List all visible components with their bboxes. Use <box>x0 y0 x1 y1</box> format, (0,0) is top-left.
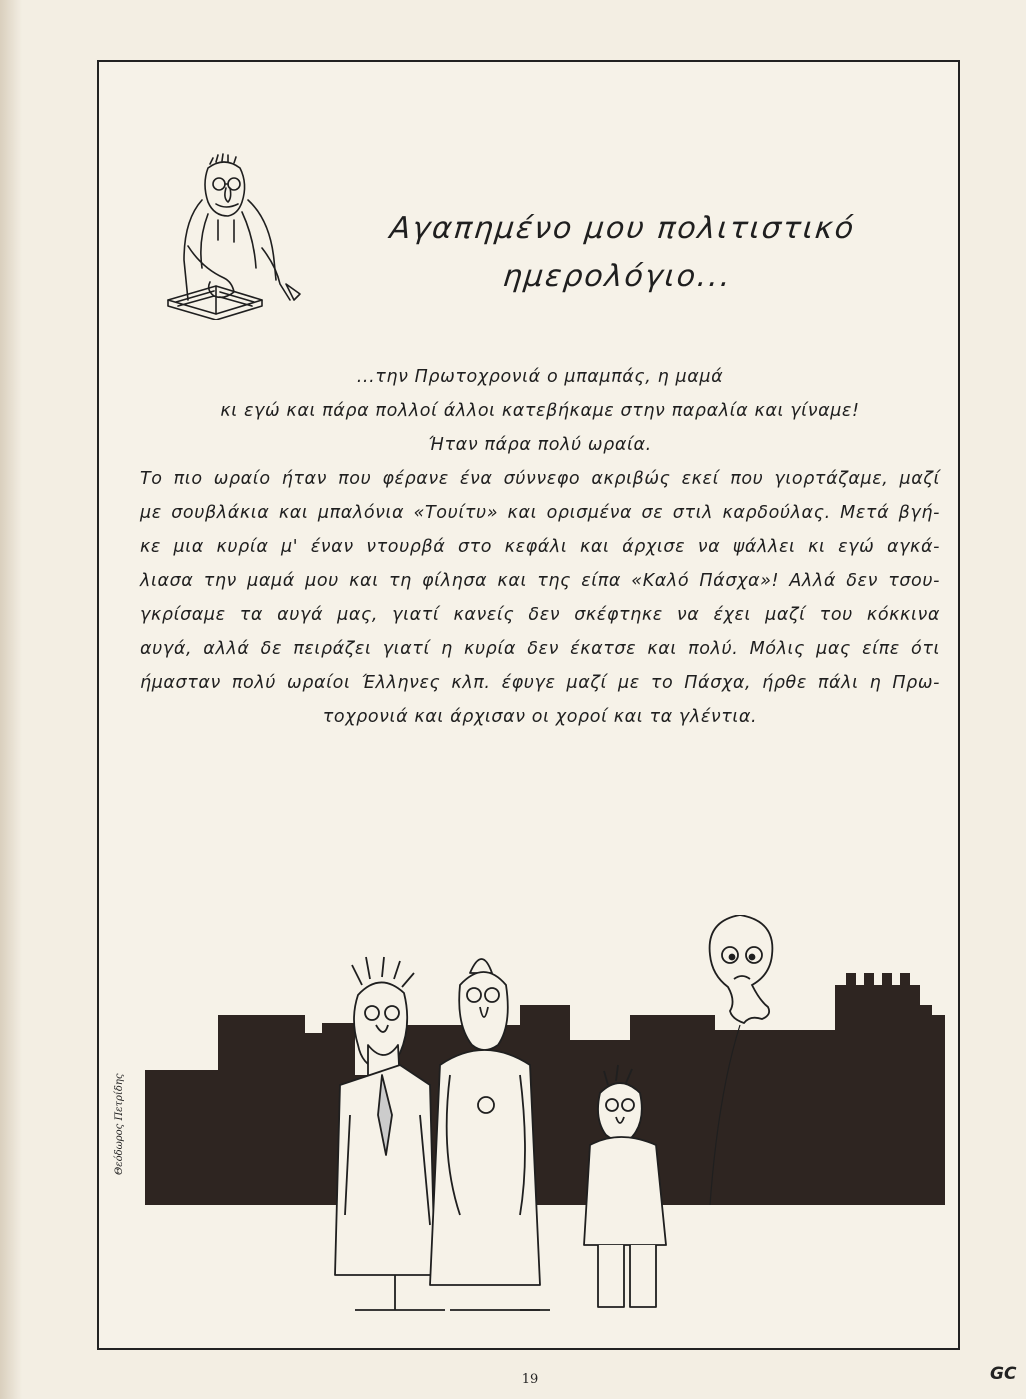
family-skyline-cartoon <box>100 915 960 1315</box>
text-line: λιασα την μαμά μου και τη φίλησα και της είπα «Καλό Πάσχα»! Αλλά δεν τσου- <box>140 571 940 591</box>
text-line: κε μια κυρία μ' έναν ντουρβά στο κεφάλι και άρχισε να ψάλλει κι εγώ αγκά- <box>140 537 940 557</box>
title-line-1: Αγαπημένο μου πολιτιστικό <box>388 211 858 246</box>
text-line: ήμασταν πολύ ωραίοι Έλληνες κλπ. έφυγε μαζί με το Πάσχα, ήρθε πάλι η Πρω- <box>140 673 940 693</box>
text-line: κι εγώ και πάρα πολλοί άλλοι κατεβήκαμε στην παραλία και γίναμε! <box>220 401 860 421</box>
page-spine <box>0 0 22 1399</box>
page-number: 19 <box>521 1372 539 1387</box>
text-line: Το πιο ωραίο ήταν που φέρανε ένα σύννεφο ακριβώς εκεί που γιορτάζαμε, μαζί <box>140 469 940 489</box>
text-line: ...την Πρωτοχρονιά ο μπαμπάς, η μαμά <box>356 367 724 387</box>
cartoon-writer-icon <box>158 150 308 320</box>
skyline-silhouette <box>145 973 945 1205</box>
title-line-2: ημερολόγιο... <box>501 259 734 294</box>
corner-logo: GC <box>990 1364 1017 1384</box>
text-line: αυγά, αλλά δε πειράζει γιατί η κυρία δεν έκατσε και πολύ. Μόλις μας είπε ότι <box>140 639 940 659</box>
text-line: Ήταν πάρα πολύ ωραία. <box>428 435 652 455</box>
text-line: γκρίσαμε τα αυγά μας, γιατί κανείς δεν σκέφτηκε να έχει μαζί του κόκκινα <box>140 605 940 625</box>
page-title <box>335 205 905 301</box>
diary-text <box>140 360 940 734</box>
father-figure <box>335 957 445 1310</box>
artist-signature: Θεόδωρος Πετρίδης <box>114 1073 125 1175</box>
text-line: τοχρονιά και άρχισαν οι χοροί και τα γλέντια. <box>322 707 758 727</box>
text-line: με σουβλάκια και μπαλόνια «Τουίτυ» και ορισμένα σε στιλ καρδούλας. Μετά βγή- <box>140 503 940 523</box>
